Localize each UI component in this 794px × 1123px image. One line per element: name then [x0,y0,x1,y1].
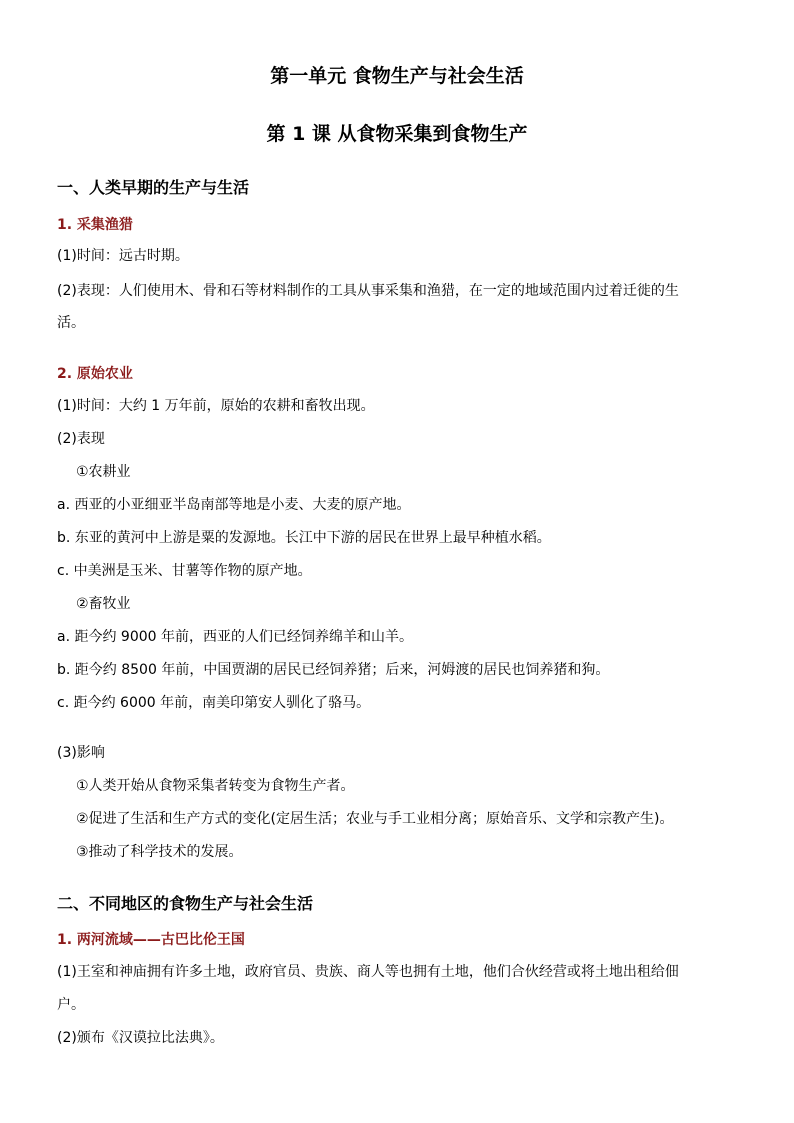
lesson-title: 第 1 课 从食物采集到食物生产 [266,123,528,145]
list-item-husbandry-a: a. 距今约 9000 年前，西亚的人们已经饲养绵羊和山羊。 [57,629,414,645]
section-heading-early-life: 一、人类早期的生产与生活 [57,178,250,197]
paragraph-babylon-land-cont: 户。 [57,997,85,1013]
label-farming: ①农耕业 [76,464,131,480]
list-item-farming-a: a. 西亚的小亚细亚半岛南部等地是小麦、大麦的原产地。 [57,497,411,513]
section-heading-regional-production: 二、不同地区的食物生产与社会生活 [57,894,314,913]
list-item-impact-3: ③推动了科学技术的发展。 [76,844,243,860]
list-item-husbandry-c: c. 距今约 6000 年前，南美印第安人驯化了骆马。 [57,695,371,711]
subheading-gathering-hunting: 1. 采集渔猎 [57,217,133,233]
paragraph-gathering-performance-cont: 活。 [57,315,85,331]
paragraph-babylon-code: (2)颁布《汉谟拉比法典》。 [57,1030,224,1046]
list-item-impact-2: ②促进了生活和生产方式的变化(定居生活；农业与手工业相分离；原始音乐、文学和宗教产生)。 [76,811,674,827]
list-item-husbandry-b: b. 距今约 8500 年前，中国贾湖的居民已经饲养猪；后来，河姆渡的居民也饲养猪和狗。 [57,662,610,678]
paragraph-agriculture-performance: (2)表现 [57,431,105,447]
paragraph-gathering-time: (1)时间：远古时期。 [57,248,189,264]
list-item-farming-c: c. 中美洲是玉米、甘薯等作物的原产地。 [57,563,312,579]
label-husbandry: ②畜牧业 [76,596,131,612]
paragraph-impact: (3)影响 [57,745,105,761]
paragraph-agriculture-time: (1)时间：大约 1 万年前，原始的农耕和畜牧出现。 [57,398,375,414]
subheading-primitive-agriculture: 2. 原始农业 [57,366,133,382]
subheading-babylon: 1. 两河流域——古巴比伦王国 [57,932,245,948]
unit-title: 第一单元 食物生产与社会生活 [270,65,524,87]
paragraph-gathering-performance: (2)表现：人们使用木、骨和石等材料制作的工具从事采集和渔猎，在一定的地域范围内过着迁徙的生 [57,283,679,299]
list-item-farming-b: b. 东亚的黄河中上游是粟的发源地。长江中下游的居民在世界上最早种植水稻。 [57,530,551,546]
paragraph-babylon-land: (1)王室和神庙拥有许多土地，政府官员、贵族、商人等也拥有土地，他们合伙经营或将土地出租给佃 [57,964,679,980]
list-item-impact-1: ①人类开始从食物采集者转变为食物生产者。 [76,778,355,794]
